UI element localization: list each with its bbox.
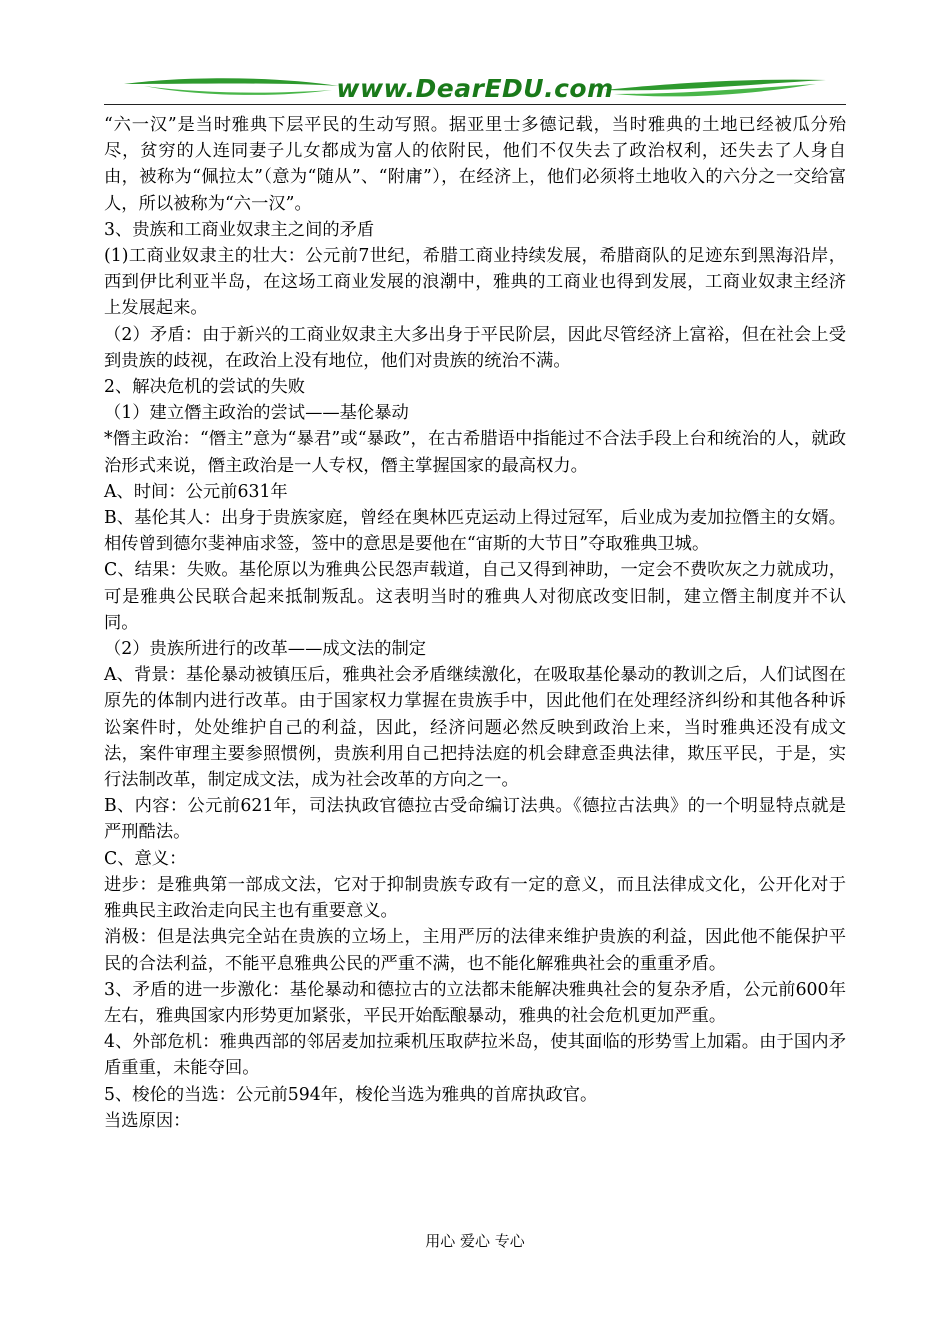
paragraph: “六一汉”是当时雅典下层平民的生动写照。据亚里士多德记载，当时雅典的土地已经被瓜分殆尽，贫穷的人连同妻子儿女都成为富人的依附民，他们不仅失去了政治权利，还失去了人身自由，被称为“佩拉太”（意为“随从”、“附庸”），在经济上，他们必须将土地收入的六分之一交给富人，所以被称为“六一汉”。	[104, 115, 846, 214]
header-rule	[104, 104, 846, 105]
paragraph: 5、梭伦的当选：公元前594年，梭伦当选为雅典的首席执政官。	[104, 1084, 598, 1105]
subsection-heading: （2）贵族所进行的改革——成文法的制定	[104, 639, 427, 660]
paragraph: 3、矛盾的进一步激化：基伦暴动和德拉古的立法都未能解决雅典社会的复杂矛盾，公元前600年左右，雅典国家内形势更加紧张，平民开始酝酿暴动，雅典的社会危机更加严重。	[104, 979, 846, 1026]
paragraph: B、基伦其人：出身于贵族家庭，曾经在奥林匹克运动上得过冠军，后业成为麦加拉僭主的女婿。相传曾到德尔斐神庙求签，签中的意思是要他在“宙斯的大节日”夺取雅典卫城。	[104, 508, 846, 555]
paragraph: B、内容：公元前621年，司法执政官德拉古受命编订法典。《德拉古法典》的一个明显特点就是严刑酷法。	[104, 796, 846, 843]
site-logo-text[interactable]: www.DearEDU.com	[336, 74, 614, 103]
site-header	[104, 72, 846, 108]
paragraph: 消极：但是法典完全站在贵族的立场上，主用严厉的法律来维护贵族的利益，因此他不能保护平民的合法利益，不能平息雅典公民的严重不满，也不能化解雅典社会的重重矛盾。	[104, 927, 846, 974]
paragraph: （2）矛盾：由于新兴的工商业奴隶主大多出身于平民阶层，因此尽管经济上富裕，但在社会上受到贵族的歧视，在政治上没有地位，他们对贵族的统治不满。	[104, 324, 846, 371]
paragraph: *僭主政治：“僭主”意为“暴君”或“暴政”，在古希腊语中指能过不合法手段上台和统治的人，就政治形式来说，僭主政治是一人专权，僭主掌握国家的最高权力。	[104, 429, 846, 476]
section-heading: 3、贵族和工商业奴隶主之间的矛盾	[104, 219, 375, 240]
paragraph: 4、外部危机：雅典西部的邻居麦加拉乘机压取萨拉米岛，使其面临的形势雪上加霜。由于国内矛盾重重，未能夺回。	[104, 1032, 846, 1079]
paragraph: A、背景：基伦暴动被镇压后，雅典社会矛盾继续激化，在吸取基伦暴动的教训之后，人们试图在原先的体制内进行改革。由于国家权力掌握在贵族手中，因此他们在处理经济纠纷和其他各种诉讼案件时，处处维护自己的利益，因此，经济问题必然反映到政治上来，当时雅典还没有成文法，案件审理主要参照惯例，贵族利用自己把持法庭的机会肆意歪典法律，欺压平民，于是，实行法制改革，制定成文法，成为社会改革的方向之一。	[104, 665, 846, 791]
paragraph: C、意义：	[104, 848, 187, 869]
paragraph: C、结果：失败。基伦原以为雅典公民怨声载道，自己又得到神助，一定会不费吹灰之力就成功，可是雅典公民联合起来抵制叛乱。这表明当时的雅典人对彻底改变旧制，建立僭主制度并不认同。	[104, 560, 846, 633]
paragraph: (1)工商业奴隶主的壮大：公元前7世纪，希腊工商业持续发展，希腊商队的足迹东到黑海沿岸，西到伊比利亚半岛，在这场工商业发展的浪潮中，雅典的工商业也得到发展，工商业奴隶主经济上发展起来。	[104, 246, 846, 319]
paragraph: A、时间：公元前631年	[104, 481, 288, 502]
page-footer: 用心 爱心 专心	[425, 1232, 525, 1250]
subsection-heading: （1）建立僭主政治的尝试——基伦暴动	[104, 403, 409, 424]
document-body	[104, 112, 846, 1134]
paragraph: 进步：是雅典第一部成文法，它对于抑制贵族专政有一定的意义，而且法律成文化，公开化对于雅典民主政治走向民主也有重要意义。	[104, 874, 846, 922]
paragraph: 当选原因：	[104, 1110, 191, 1131]
section-heading: 2、解决危机的尝试的失败	[104, 377, 306, 398]
